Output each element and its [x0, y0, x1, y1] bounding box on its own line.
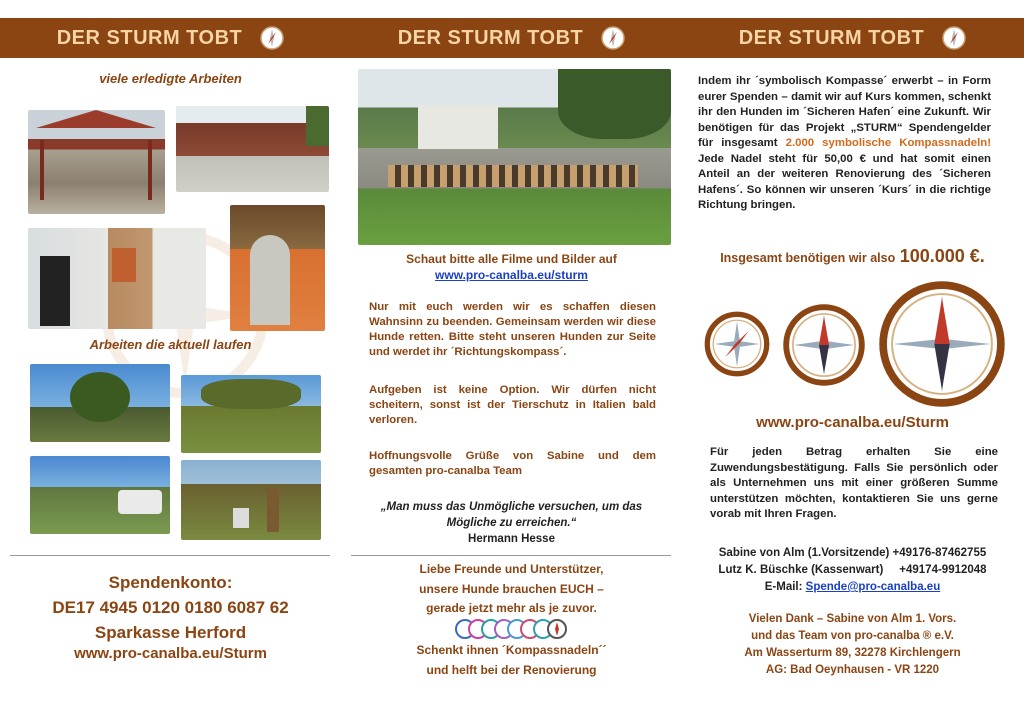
appeal-line-2: unsere Hunde brauchen EUCH – [419, 582, 604, 596]
total-value: 100.000 €. [899, 246, 985, 266]
contact-line-1: Sabine von Alm (1.Vorsitzende) +49176-87462755 [718, 547, 987, 559]
compass-large-icon [878, 280, 1006, 408]
website-url: www.pro-canalba.eu/Sturm [756, 414, 949, 431]
appeal-line-3: gerade jetzt mehr als je zuvor. [426, 601, 597, 615]
divider [10, 555, 330, 556]
court-line: AG: Bad Oeynhausen - VR 1220 [765, 664, 940, 676]
photo-renovated-room [28, 228, 206, 329]
heading-completed-work: viele erledigte Arbeiten [99, 71, 242, 86]
photo-tree-cutting [30, 364, 170, 442]
caption-link-wrap [341, 268, 682, 282]
photo-kennel-row [176, 106, 329, 192]
photo-overgrown-field [181, 375, 321, 453]
appeal-line-1: Liebe Freunde und Unterstützer, [419, 562, 604, 576]
caption-films-text: Schaut bitte alle Filme und Bilder auf [406, 252, 617, 266]
receipt-paragraph: Für jeden Betrag erhalten Sie eine Zuwendungsbestätigung. Falls Sie persönlich oder als Unternehmen uns mit einer größeren Summe unterstützen möchten, kontaktieren Sie uns gerne vorab mit Ihren Fragen. [710, 446, 998, 520]
intro-paragraph [698, 74, 991, 214]
donation-iban: DE17 4945 0120 0180 6087 62 [52, 598, 289, 617]
panel-3 [682, 60, 1023, 705]
header-title: DER STURM TOBT [738, 26, 925, 49]
email-line [682, 581, 1023, 593]
appeal-line-5: und helft bei der Renovierung [426, 663, 597, 677]
compass-icon [260, 26, 284, 50]
photo-field-with-van [30, 456, 170, 534]
thanks-line-1: Vielen Dank – Sabine von Alm 1. Vors. [748, 613, 957, 625]
sturm-link[interactable]: www.pro-canalba.eu/sturm [435, 268, 588, 282]
intro-text-a: Indem ihr ´symbolisch Kompasse´ erwerbt – in Form eurer Spenden – damit wir auf Kurs kommen, schenkt ihr den Hunden im ´Sicheren Hafen´ eine Zukunft. Wir benötigen für das Projekt „STURM“ Spendengelder für insgesamt [698, 75, 991, 149]
header-panel-3 [682, 18, 1023, 58]
total-label: Insgesamt benötigen wir also [720, 251, 896, 265]
compass-icon [942, 26, 966, 50]
donation-title: Spendenkonto: [108, 573, 233, 592]
intro-text-b: Jede Nadel steht für 50,00 € und hat somit einen Anteil an der weiteren Renovierung des ´Sicheren Hafens´. So können wir unseren ´Kurs´ in die richtige Richtung bringen. [698, 152, 991, 211]
total-needed [682, 246, 1023, 267]
contact-2-phone: +49174-9912048 [899, 564, 987, 576]
photo-tunnel-corridor [230, 205, 325, 331]
heading-current-work: Arbeiten die aktuell laufen [89, 337, 252, 352]
panel-2 [341, 60, 682, 705]
header-band [0, 18, 1024, 58]
address-line: Am Wasserturm 89, 32278 Kirchlengern [744, 647, 961, 659]
quote-author: Hermann Hesse [468, 533, 555, 545]
contact-line-2 [682, 564, 1023, 576]
paragraph-no-option: Aufgeben ist keine Option. Wir dürfen nicht scheitern, sonst ist der Tierschutz in Italien bald verloren. [369, 384, 656, 426]
email-label: E-Mail: [764, 581, 803, 593]
photo-kennel-shelter [28, 110, 165, 214]
compass-icon [601, 26, 625, 50]
quote-line-2: Mögliche zu erreichen.“ [446, 517, 577, 529]
header-panel-2 [341, 18, 682, 58]
header-panel-1 [0, 18, 341, 58]
divider [351, 555, 671, 556]
donation-url: www.pro-canalba.eu/Sturm [74, 645, 267, 662]
header-title: DER STURM TOBT [397, 26, 584, 49]
header-title: DER STURM TOBT [56, 26, 243, 49]
appeal-line-4: Schenkt ihnen ´Kompassnadeln´´ [416, 643, 607, 657]
contact-2-name: Lutz K. Büschke (Kassenwart) [718, 564, 884, 576]
photo-workers-clearing [181, 460, 321, 540]
compass-small-icon [704, 311, 770, 377]
donation-bank: Sparkasse Herford [94, 623, 247, 642]
quote-line-1: „Man muss das Unmögliche versuchen, um das [380, 501, 643, 513]
photo-dogs-enclosure [358, 69, 671, 245]
paragraph-together: Nur mit euch werden wir es schaffen diesen Wahnsinn zu beenden. Gemeinsam werden wir diese Hunde retten. Bitte steht unseren Hunden zur Seite und werdet ihr ´Richtungskompass´. [369, 301, 656, 358]
compass-medium-icon [782, 303, 866, 387]
intro-highlight: 2.000 symbolische Kompassnadeln! [785, 137, 991, 149]
panel-1 [0, 60, 341, 705]
compass-row-icon [454, 618, 570, 640]
thanks-line-2: und das Team von pro-canalba ® e.V. [751, 630, 954, 642]
paragraph-greetings: Hoffnungsvolle Grüße von Sabine und dem gesamten pro-canalba Team [369, 450, 656, 477]
email-link[interactable]: Spende@pro-canalba.eu [805, 581, 941, 593]
